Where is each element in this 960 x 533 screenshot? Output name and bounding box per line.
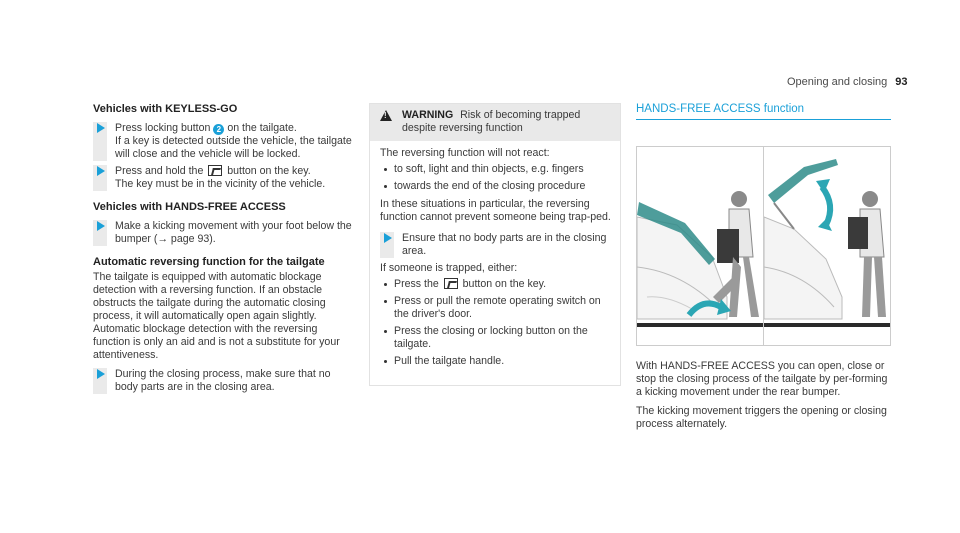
heading-keyless-go: Vehicles with KEYLESS-GO <box>93 103 238 115</box>
warning-intro: The reversing function will not react: <box>380 147 550 159</box>
step-bar <box>93 220 107 246</box>
step-text: button on the key. <box>227 165 311 177</box>
tailgate-open-illustration <box>764 147 890 345</box>
warning-trapped-intro: If someone is trapped, either: <box>380 262 518 274</box>
step-arrow-icon <box>384 233 392 243</box>
list-item: towards the end of the closing procedure <box>380 180 612 193</box>
instruction-step <box>93 368 353 394</box>
list-item: Press the button on the key. <box>380 278 612 291</box>
step-arrow-icon <box>97 221 105 231</box>
page-number: 93 <box>895 76 908 88</box>
body-paragraph: The kicking movement triggers the opening or closing process alternately. <box>636 405 887 430</box>
section-name: Opening and closing <box>787 76 888 88</box>
step-text: Press locking button <box>115 122 211 134</box>
step-arrow-icon <box>97 166 105 176</box>
warning-list <box>380 163 612 193</box>
step-text: Make a kicking movement with your foot below the bumper (→ page 93). <box>115 220 352 245</box>
heading-hands-free: Vehicles with HANDS-FREE ACCESS <box>93 201 286 213</box>
step-text: Ensure that no body parts are in the closing area. <box>402 232 607 257</box>
body-paragraph: With HANDS-FREE ACCESS you can open, close or stop the closing process of the tailgate by per-forming a kicking movement under the rear bumper. <box>636 360 888 398</box>
step-text: During the closing process, make sure that no body parts are in the closing area. <box>115 368 331 393</box>
step-text: Press and hold the <box>115 165 204 177</box>
warning-body <box>370 141 620 385</box>
figure-panel-open <box>763 147 890 345</box>
instruction-step <box>93 165 353 191</box>
warning-header <box>370 104 620 141</box>
hands-free-illustration <box>636 146 891 346</box>
warning-box <box>369 103 621 386</box>
left-column <box>93 103 353 398</box>
step-text: on the tailgate. <box>227 122 297 134</box>
warning-action-list <box>380 278 612 368</box>
tailgate-button-icon <box>444 278 458 289</box>
page-header <box>787 76 908 89</box>
tailgate-motion-arrow-icon <box>816 179 832 231</box>
warning-triangle-icon: ! <box>380 110 392 121</box>
list-item: to soft, light and thin objects, e.g. fingers <box>380 163 612 176</box>
step-bar <box>93 368 107 394</box>
heading-automatic-reversing: Automatic reversing function for the tailgate <box>93 256 325 268</box>
right-column <box>636 103 891 437</box>
figure-panel-kick <box>637 147 763 345</box>
warning-label: WARNING <box>402 109 454 121</box>
instruction-step <box>380 232 612 258</box>
step-note: The key must be in the vicinity of the vehicle. <box>115 178 326 190</box>
body-paragraph: The tailgate is equipped with automatic blockage detection with a reversing function. If an obstacle obstructs the tailgate during the automatic closing process, it will automatically open again slightly. Automatic blockage detection with the reversing function is only an aid and is not a substitute for your attentiveness. <box>93 271 340 361</box>
kick-illustration <box>637 147 763 345</box>
middle-column <box>369 103 621 386</box>
tailgate-button-icon <box>208 165 222 176</box>
step-arrow-icon <box>97 123 105 133</box>
step-note: If a key is detected outside the vehicle, the tailgate will close and the vehicle will be locked. <box>115 135 352 160</box>
step-bar <box>380 232 394 258</box>
list-item: Press the closing or locking button on the tailgate. <box>380 325 612 351</box>
instruction-step <box>93 220 353 246</box>
warning-title: Risk of becoming trapped despite reversing function <box>402 109 581 134</box>
section-title: HANDS-FREE ACCESS function <box>636 103 891 120</box>
figure-description <box>636 360 891 431</box>
step-bar <box>93 165 107 191</box>
step-bar <box>93 122 107 161</box>
list-item: Pull the tailgate handle. <box>380 355 612 368</box>
callout-number-icon: 2 <box>213 124 224 135</box>
warning-paragraph: In these situations in particular, the reversing function cannot prevent someone being trap-ped. <box>380 198 611 223</box>
instruction-step <box>93 122 353 161</box>
step-arrow-icon <box>97 369 105 379</box>
list-item: Press or pull the remote operating switch on the driver's door. <box>380 295 612 321</box>
